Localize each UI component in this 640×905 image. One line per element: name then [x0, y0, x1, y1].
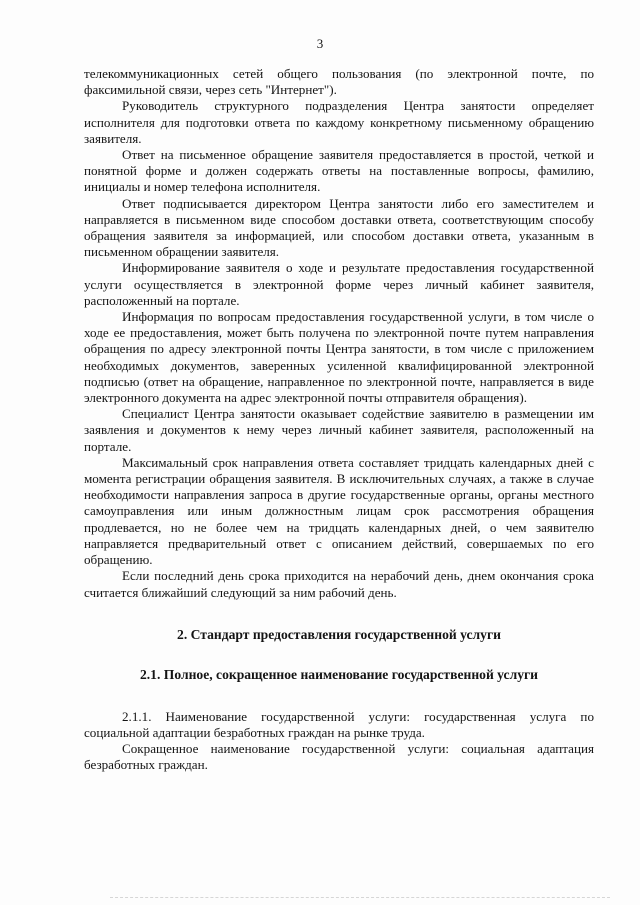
- paragraph-answer-signature: Ответ подписывается директором Центра занятости либо его заместителем и направляется в письменном виде способом доставки ответа, соответствующим способу обращения заявителя за информацией, или способом доставки ответа, указанным в письменном обращении заявителя.: [84, 195, 594, 260]
- page-body: [84, 66, 594, 774]
- page-number: 3: [316, 36, 324, 51]
- paragraph-max-response-time: Максимальный срок направления ответа составляет тридцать календарных дней с момента регистрации обращения заявителя. В исключительных случаях, а также в случае необходимости направления запроса в другие государственные органы, органы местного самоуправления или иным должностным лицам срок рассмотрения обращения продлевается, но не более чем на тридцать календарных дней, о чем заявителю направляется предварительный ответ с описанием действий, совершаемых по его обращению.: [84, 454, 594, 568]
- scan-footer-line: [110, 897, 610, 898]
- paragraph-service-name: 2.1.1. Наименование государственной услуги: государственная услуга по социальной адаптации безработных граждан на рынке труда.: [84, 708, 594, 740]
- subsection-heading: 2.1. Полное, сокращенное наименование государственной услуги: [139, 666, 539, 682]
- paragraph-continuation: телекоммуникационных сетей общего пользования (по электронной почте, по факсимильной связи, через сеть "Интернет").: [84, 66, 594, 98]
- paragraph-electronic-informing: Информирование заявителя о ходе и результате предоставления государственной услуги осуществляется в электронной форме через личный кабинет заявителя, расположенный на портале.: [84, 260, 594, 308]
- paragraph-email-information: Информация по вопросам предоставления государственной услуги, в том числе о ходе ее предоставления, может быть получена по электронной почте путем направления обращения по адресу электронной почты Центра занятости, в том числе с приложением необходимых документов, заверенных усиленной квалифицированной электронной подписью (ответ на обращение, направленное по электронной почте, направляется в виде электронного документа на адрес электронной почты отправителя обращения).: [84, 309, 594, 406]
- paragraph-short-service-name: Сокращенное наименование государственной услуги: социальная адаптация безработных граждан.: [84, 741, 594, 773]
- paragraph-executor-assignment: Руководитель структурного подразделения Центра занятости определяет исполнителя для подготовки ответа по каждому конкретному письменному обращению заявителя.: [84, 98, 594, 146]
- paragraph-answer-form: Ответ на письменное обращение заявителя предоставляется в простой, четкой и понятной форме и должен содержать ответы на поставленные вопросы, фамилию, инициалы и номер телефона исполнителя.: [84, 147, 594, 195]
- heading-spacer: [84, 683, 594, 709]
- paragraph-specialist-assistance: Специалист Центра занятости оказывает содействие заявителю в размещении им заявления и документов к нему через личный кабинет заявителя, расположенный на портале.: [84, 406, 594, 454]
- section-heading: 2. Стандарт предоставления государственной услуги: [177, 626, 501, 642]
- paragraph-deadline-holiday: Если последний день срока приходится на нерабочий день, днем окончания срока считается ближайший следующий за ним рабочий день.: [84, 568, 594, 600]
